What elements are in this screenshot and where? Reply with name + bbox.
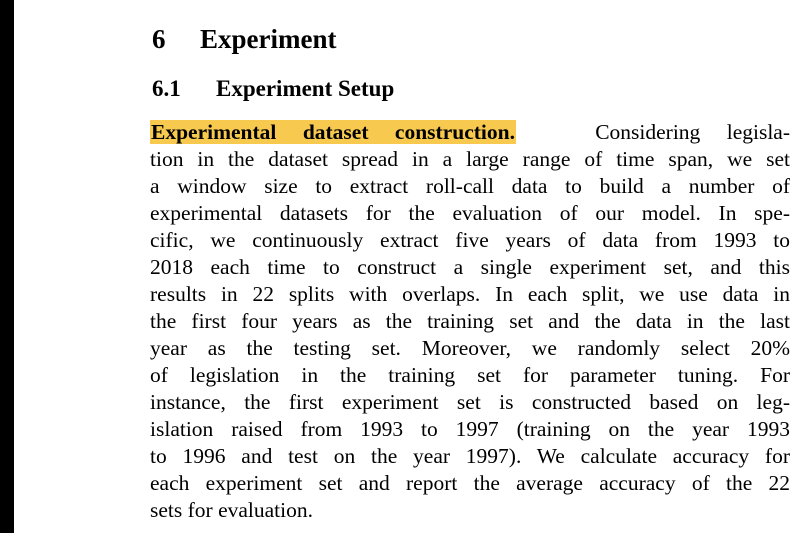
section-heading [152,22,336,56]
paragraph-line: a window size to extract roll-call data to build a number of [150,174,790,198]
paragraph-line: the first four years as the training set and the data in the last [150,309,790,333]
paragraph-line: experimental datasets for the evaluation of our model. In spe- [150,201,790,225]
document-page [150,0,790,533]
paragraph-line: tion in the dataset spread in a large range of time span, we set [150,147,790,171]
highlighted-run-in-heading: Experimental dataset construction. [151,120,515,144]
paragraph-line [150,119,790,146]
paragraph-line: year as the testing set. Moreover, we randomly select 20% [150,336,790,360]
section-number: 6 [152,24,166,54]
subsection-title: Experiment Setup [216,76,395,101]
paragraph-line: 2018 each time to construct a single experiment set, and this [150,255,790,279]
paragraph-line: of legislation in the training set for parameter tuning. For [150,363,790,387]
subsection-number: 6.1 [152,76,181,101]
paragraph-line: instance, the first experiment set is constructed based on leg- [150,390,790,414]
paragraph-line: to 1996 and test on the year 1997). We calculate accuracy for [150,444,790,468]
first-line-text: Considering legisla- [595,120,790,144]
paragraph [150,119,790,524]
paragraph-line: sets for evaluation. [150,498,313,522]
section-title: Experiment [200,24,337,54]
paragraph-line: each experiment set and report the average accuracy of the 22 [150,471,790,495]
paragraph-line: results in 22 splits with overlaps. In each split, we use data in [150,282,790,306]
subsection-heading [152,74,394,104]
left-edge-bar [0,0,14,533]
paragraph-line: islation raised from 1993 to 1997 (training on the year 1993 [150,417,790,441]
paragraph-line: cific, we continuously extract five years of data from 1993 to [150,228,790,252]
